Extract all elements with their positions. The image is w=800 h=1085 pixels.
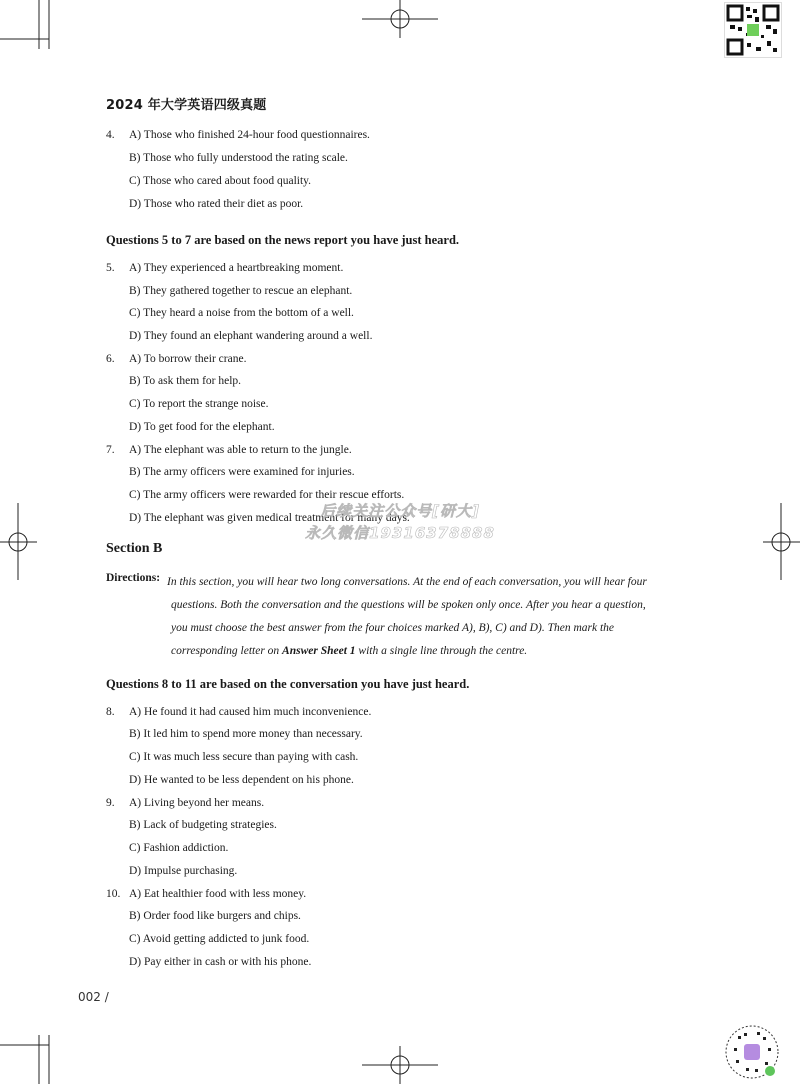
answer-sheet-ref: Answer Sheet 1 [282,645,356,657]
option-b: B) The army officers were examined for injuries. [129,466,355,478]
option-a: A) Eat healthier food with less money. [129,888,307,900]
option-b: B) To ask them for help. [129,375,242,387]
option-a: A) To borrow their crane. [129,353,247,365]
directions-line-last [167,640,687,663]
option-a: A) Those who finished 24-hour food questionnaires. [129,129,370,141]
qr-code-image [724,2,782,58]
option-d: D) He wanted to be less dependent on his phone. [129,774,354,786]
option-b: B) Those who fully understood the rating scale. [129,152,348,164]
option-c: C) It was much less secure than paying with cash. [129,751,359,763]
question-number: 4. [106,129,115,141]
option-c: C) The army officers were rewarded for their rescue efforts. [129,489,405,501]
directions-line: questions. Both the conversation and the questions will be spoken only once. After you hear a question, [171,599,646,611]
watermark-line: 永久微信19316378888 [305,524,495,542]
option-d: D) Those who rated their diet as poor. [129,198,304,210]
option-b: B) It led him to spend more money than necessary. [129,728,363,740]
option-c: C) Avoid getting addicted to junk food. [129,933,310,945]
option-d: D) Pay either in cash or with his phone. [129,956,312,968]
option-b: B) They gathered together to rescue an elephant. [129,285,353,297]
option-d: D) They found an elephant wandering around a well. [129,330,373,342]
question-number: 6. [106,353,115,365]
watermark [300,500,500,544]
directions-text [167,571,687,663]
option-a: A) He found it had caused him much inconvenience. [129,706,372,718]
question-number: 8. [106,706,115,718]
option-d: D) To get food for the elephant. [129,421,275,433]
directions-fragment: with a single line through the centre. [355,645,528,657]
page-number: 002 / [78,990,109,1004]
option-c: C) They heard a noise from the bottom of a well. [129,307,354,319]
option-a: A) They experienced a heartbreaking moment. [129,262,344,274]
directions-fragment: corresponding letter on [171,645,283,657]
option-d: D) Impulse purchasing. [129,865,238,877]
directions-line: you must choose the best answer from the four choices marked A), B), C) and D). Then mark the [171,622,614,634]
group-heading: Questions 5 to 7 are based on the news report you have just heard. [106,233,460,247]
option-c: C) To report the strange noise. [129,398,269,410]
section-title: Section B [106,541,163,556]
option-b: B) Lack of budgeting strategies. [129,819,277,831]
directions-label: Directions: [106,572,161,584]
option-d: D) The elephant was given medical treatment for many days. [129,512,410,524]
question-number: 10. [106,888,121,900]
page-header-title: 2024 年大学英语四级真题 [106,98,267,113]
qr-code-image [724,1024,780,1080]
watermark-line: 后续关注公众号[研大] [320,502,480,520]
option-b: B) Order food like burgers and chips. [129,910,301,922]
question-number: 7. [106,444,115,456]
option-c: C) Those who cared about food quality. [129,175,312,187]
group-heading: Questions 8 to 11 are based on the conversation you have just heard. [106,677,470,691]
option-a: A) The elephant was able to return to the jungle. [129,444,352,456]
option-a: A) Living beyond her means. [129,797,265,809]
directions-line: In this section, you will hear two long conversations. At the end of each conversation, you will hear four [167,576,647,588]
option-c: C) Fashion addiction. [129,842,229,854]
question-number: 5. [106,262,115,274]
question-number: 9. [106,797,115,809]
